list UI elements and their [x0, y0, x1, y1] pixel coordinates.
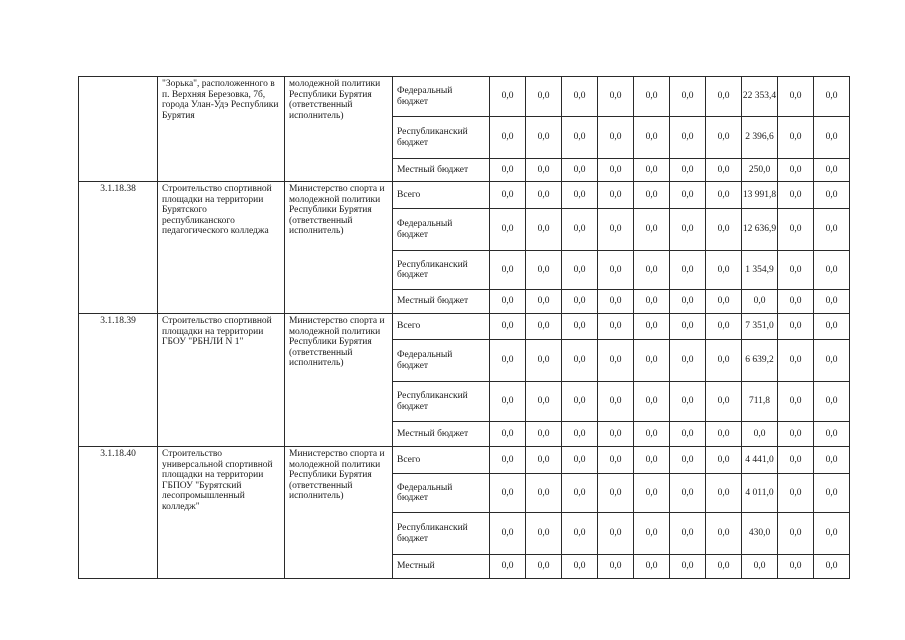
amount-cell: 0,0	[562, 290, 598, 314]
amount-cell: 0,0	[706, 513, 742, 555]
amount-cell: 0,0	[526, 555, 562, 579]
amount-cell: 0,0	[598, 117, 634, 159]
amount-cell: 0,0	[670, 422, 706, 447]
amount-cell: 0,0	[670, 340, 706, 382]
amount-cell: 0,0	[598, 447, 634, 474]
amount-cell: 0,0	[814, 209, 850, 251]
amount-cell: 0,0	[526, 251, 562, 290]
amount-cell: 0,0	[706, 474, 742, 513]
amount-cell: 0,0	[598, 555, 634, 579]
amount-cell: 0,0	[526, 314, 562, 340]
funding-source: Всего	[393, 447, 490, 474]
amount-cell: 0,0	[778, 382, 814, 422]
amount-cell: 0,0	[670, 251, 706, 290]
amount-cell: 0,0	[670, 382, 706, 422]
amount-cell: 0,0	[778, 77, 814, 117]
funding-source: Местный бюджет	[393, 159, 490, 182]
amount-cell: 0,0	[706, 314, 742, 340]
amount-cell: 0,0	[670, 117, 706, 159]
amount-cell: 0,0	[706, 77, 742, 117]
amount-cell: 430,0	[742, 513, 778, 555]
amount-cell: 0,0	[814, 117, 850, 159]
row-code: 3.1.18.38	[79, 182, 158, 314]
amount-cell: 0,0	[526, 159, 562, 182]
amount-cell: 13 991,8	[742, 182, 778, 209]
amount-cell: 0,0	[778, 447, 814, 474]
amount-cell: 0,0	[598, 209, 634, 251]
amount-cell: 0,0	[562, 314, 598, 340]
amount-cell: 0,0	[562, 209, 598, 251]
amount-cell: 0,0	[814, 555, 850, 579]
event-name: "Зорька", расположенного в п. Верхняя Березовка, 7б, города Улан-Удэ Республики Бурятия	[158, 77, 285, 182]
amount-cell: 0,0	[670, 209, 706, 251]
amount-cell: 0,0	[562, 422, 598, 447]
event-name: Строительство спортивной площадки на территории Бурятского республиканского педагогического колледжа	[158, 182, 285, 314]
amount-cell: 0,0	[670, 513, 706, 555]
amount-cell: 0,0	[598, 159, 634, 182]
amount-cell: 0,0	[706, 422, 742, 447]
amount-cell: 0,0	[634, 474, 670, 513]
table-row	[79, 77, 850, 117]
amount-cell: 0,0	[670, 77, 706, 117]
funding-source: Всего	[393, 314, 490, 340]
funding-source: Местный	[393, 555, 490, 579]
amount-cell: 0,0	[634, 555, 670, 579]
amount-cell: 0,0	[706, 117, 742, 159]
table-body	[79, 77, 850, 579]
amount-cell: 0,0	[670, 555, 706, 579]
amount-cell: 0,0	[814, 513, 850, 555]
amount-cell: 6 639,2	[742, 340, 778, 382]
amount-cell: 0,0	[526, 422, 562, 447]
amount-cell: 0,0	[670, 314, 706, 340]
amount-cell: 0,0	[490, 555, 526, 579]
amount-cell: 0,0	[526, 77, 562, 117]
amount-cell: 0,0	[526, 117, 562, 159]
amount-cell: 0,0	[526, 209, 562, 251]
row-code	[79, 77, 158, 182]
amount-cell: 0,0	[490, 182, 526, 209]
event-name: Строительство спортивной площадки на территории ГБОУ "РБНЛИ N 1"	[158, 314, 285, 447]
row-code: 3.1.18.39	[79, 314, 158, 447]
amount-cell: 0,0	[814, 422, 850, 447]
amount-cell: 0,0	[490, 474, 526, 513]
amount-cell: 0,0	[634, 422, 670, 447]
amount-cell: 0,0	[742, 422, 778, 447]
amount-cell: 0,0	[706, 209, 742, 251]
amount-cell: 0,0	[598, 182, 634, 209]
amount-cell: 0,0	[778, 182, 814, 209]
amount-cell: 0,0	[526, 513, 562, 555]
amount-cell: 22 353,4	[742, 77, 778, 117]
funding-source: Местный бюджет	[393, 422, 490, 447]
amount-cell: 0,0	[634, 251, 670, 290]
amount-cell: 0,0	[706, 555, 742, 579]
amount-cell: 0,0	[562, 555, 598, 579]
amount-cell: 0,0	[706, 340, 742, 382]
amount-cell: 0,0	[562, 159, 598, 182]
executor: Министерство спорта и молодежной политики Республики Бурятия (ответственный исполнитель)	[285, 182, 393, 314]
amount-cell: 0,0	[778, 314, 814, 340]
funding-source: Федеральный бюджет	[393, 340, 490, 382]
amount-cell: 0,0	[670, 159, 706, 182]
amount-cell: 0,0	[490, 340, 526, 382]
amount-cell: 0,0	[490, 117, 526, 159]
amount-cell: 0,0	[814, 382, 850, 422]
amount-cell: 0,0	[490, 251, 526, 290]
amount-cell: 4 441,0	[742, 447, 778, 474]
funding-source: Местный бюджет	[393, 290, 490, 314]
amount-cell: 0,0	[490, 422, 526, 447]
amount-cell: 0,0	[526, 290, 562, 314]
amount-cell: 0,0	[598, 513, 634, 555]
amount-cell: 0,0	[526, 474, 562, 513]
amount-cell: 0,0	[490, 314, 526, 340]
table-row	[79, 314, 850, 340]
amount-cell: 0,0	[598, 340, 634, 382]
amount-cell: 0,0	[634, 447, 670, 474]
amount-cell: 0,0	[598, 251, 634, 290]
amount-cell: 0,0	[814, 314, 850, 340]
amount-cell: 0,0	[814, 182, 850, 209]
amount-cell: 0,0	[490, 209, 526, 251]
amount-cell: 2 396,6	[742, 117, 778, 159]
table-row	[79, 447, 850, 474]
amount-cell: 0,0	[634, 314, 670, 340]
funding-source: Республиканский бюджет	[393, 513, 490, 555]
amount-cell: 0,0	[526, 447, 562, 474]
amount-cell: 0,0	[490, 513, 526, 555]
amount-cell: 0,0	[778, 117, 814, 159]
amount-cell: 0,0	[778, 251, 814, 290]
amount-cell: 0,0	[634, 209, 670, 251]
amount-cell: 0,0	[562, 474, 598, 513]
amount-cell: 0,0	[670, 447, 706, 474]
row-code: 3.1.18.40	[79, 447, 158, 579]
amount-cell: 0,0	[814, 159, 850, 182]
amount-cell: 0,0	[526, 340, 562, 382]
amount-cell: 0,0	[634, 513, 670, 555]
budget-table	[78, 76, 850, 579]
amount-cell: 1 354,9	[742, 251, 778, 290]
amount-cell: 0,0	[706, 251, 742, 290]
funding-source: Республиканский бюджет	[393, 117, 490, 159]
amount-cell: 0,0	[634, 182, 670, 209]
amount-cell: 0,0	[814, 474, 850, 513]
amount-cell: 0,0	[778, 422, 814, 447]
amount-cell: 0,0	[562, 447, 598, 474]
amount-cell: 0,0	[634, 290, 670, 314]
executor: молодежной политики Республики Бурятия (ответственный исполнитель)	[285, 77, 393, 182]
amount-cell: 0,0	[562, 77, 598, 117]
amount-cell: 0,0	[706, 447, 742, 474]
amount-cell: 0,0	[562, 117, 598, 159]
amount-cell: 0,0	[814, 447, 850, 474]
amount-cell: 0,0	[562, 513, 598, 555]
amount-cell: 0,0	[778, 513, 814, 555]
executor: Министерство спорта и молодежной политики Республики Бурятия (ответственный исполнитель)	[285, 314, 393, 447]
amount-cell: 0,0	[814, 290, 850, 314]
amount-cell: 250,0	[742, 159, 778, 182]
event-name: Строительство универсальной спортивной площадки на территории ГБПОУ "Бурятский лесопромышленный колледж"	[158, 447, 285, 579]
amount-cell: 0,0	[778, 474, 814, 513]
amount-cell: 0,0	[778, 340, 814, 382]
amount-cell: 0,0	[742, 555, 778, 579]
amount-cell: 0,0	[562, 251, 598, 290]
amount-cell: 0,0	[706, 382, 742, 422]
amount-cell: 0,0	[598, 474, 634, 513]
amount-cell: 0,0	[706, 182, 742, 209]
amount-cell: 0,0	[634, 382, 670, 422]
amount-cell: 0,0	[670, 290, 706, 314]
amount-cell: 0,0	[778, 209, 814, 251]
amount-cell: 0,0	[562, 340, 598, 382]
amount-cell: 0,0	[670, 474, 706, 513]
amount-cell: 0,0	[490, 159, 526, 182]
amount-cell: 0,0	[706, 290, 742, 314]
amount-cell: 0,0	[670, 182, 706, 209]
funding-source: Федеральный бюджет	[393, 209, 490, 251]
amount-cell: 0,0	[634, 340, 670, 382]
amount-cell: 0,0	[598, 422, 634, 447]
amount-cell: 0,0	[598, 77, 634, 117]
amount-cell: 0,0	[490, 382, 526, 422]
amount-cell: 0,0	[814, 251, 850, 290]
funding-source: Федеральный бюджет	[393, 77, 490, 117]
amount-cell: 4 011,0	[742, 474, 778, 513]
funding-source: Республиканский бюджет	[393, 382, 490, 422]
executor: Министерство спорта и молодежной политики Республики Бурятия (ответственный исполнитель)	[285, 447, 393, 579]
table-row	[79, 182, 850, 209]
funding-source: Республиканский бюджет	[393, 251, 490, 290]
amount-cell: 12 636,9	[742, 209, 778, 251]
funding-source: Всего	[393, 182, 490, 209]
amount-cell: 0,0	[778, 555, 814, 579]
amount-cell: 0,0	[742, 290, 778, 314]
amount-cell: 0,0	[706, 159, 742, 182]
amount-cell: 0,0	[490, 77, 526, 117]
amount-cell: 0,0	[634, 117, 670, 159]
amount-cell: 0,0	[598, 290, 634, 314]
amount-cell: 0,0	[634, 77, 670, 117]
amount-cell: 711,8	[742, 382, 778, 422]
amount-cell: 0,0	[778, 159, 814, 182]
amount-cell: 0,0	[526, 382, 562, 422]
amount-cell: 0,0	[814, 77, 850, 117]
amount-cell: 0,0	[526, 182, 562, 209]
amount-cell: 0,0	[814, 340, 850, 382]
amount-cell: 0,0	[634, 159, 670, 182]
amount-cell: 0,0	[778, 290, 814, 314]
amount-cell: 7 351,0	[742, 314, 778, 340]
amount-cell: 0,0	[490, 290, 526, 314]
amount-cell: 0,0	[598, 314, 634, 340]
amount-cell: 0,0	[562, 182, 598, 209]
amount-cell: 0,0	[562, 382, 598, 422]
amount-cell: 0,0	[490, 447, 526, 474]
funding-source: Федеральный бюджет	[393, 474, 490, 513]
amount-cell: 0,0	[598, 382, 634, 422]
